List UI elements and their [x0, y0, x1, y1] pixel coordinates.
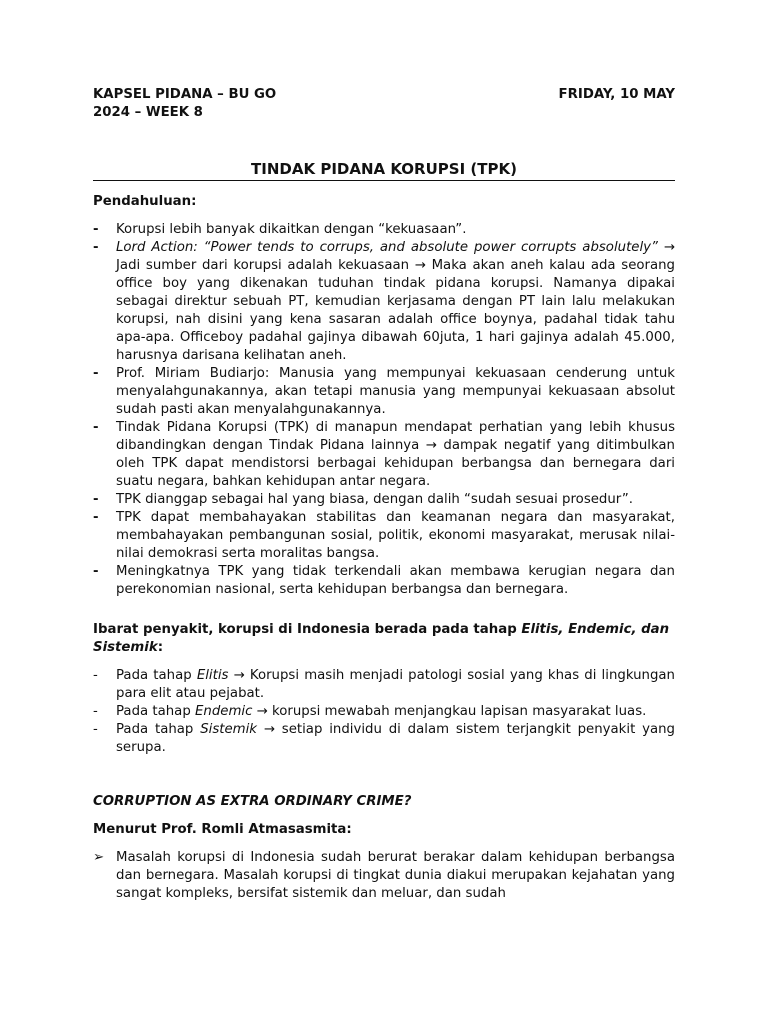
list-item: [93, 849, 675, 903]
bullet-dash: -: [93, 366, 99, 381]
course-label-line1: KAPSEL PIDANA – BU GO: [93, 87, 277, 102]
list-item-text: Korupsi lebih banyak dikaitkan dengan “kekuasaan”.: [116, 222, 467, 237]
list-item: [93, 365, 675, 419]
bullet-dash: -: [93, 564, 99, 579]
bullet-dash: -: [93, 492, 99, 507]
list-item-text: → Korupsi masih menjadi patologi sosial yang khas di lingkungan para elit atau pejabat.: [116, 668, 675, 701]
course-label-line2: 2024 – WEEK 8: [93, 105, 203, 120]
course-label: [93, 86, 276, 122]
pendahuluan-list: [93, 221, 675, 599]
heading-plain: Ibarat penyakit, korupsi di Indonesia berada pada tahap: [93, 622, 522, 637]
list-item-text: TPK dapat membahayakan stabilitas dan keamanan negara dan masyarakat, membahayakan pembangunan sosial, politik, ekonomi masyarakat, merusak nilai-nilai demokrasi serta moralitas bangsa.: [116, 510, 675, 561]
list-item-text: → korupsi mewabah menjangkau lapisan masyarakat luas.: [252, 704, 647, 719]
list-item: [93, 703, 675, 721]
document-content: [93, 86, 675, 903]
bullet-dash: -: [93, 510, 99, 525]
list-item: [93, 221, 675, 239]
list-item-pre: Pada tahap: [116, 722, 201, 737]
stage-italic: Sistemik: [200, 722, 257, 737]
list-item-text: → Jadi sumber dari korupsi adalah kekuasaan → Maka akan aneh kalau ada seorang office boy yang dikenakan tuduhan tindak pidana korupsi. Namanya dipakai sebagai direktur sebuah PT, kemudian kerjasama dengan PT lain lalu melakukan korupsi, nah disini yang kena sasaran adalah office boynya, padahal tidak tahu apa-apa. Officeboy padahal gajinya dibawah 60juta, 1 hari gajinya adalah 45.000, harusnya darisana kelihatan aneh.: [116, 240, 675, 363]
stage-italic: Elitis: [196, 668, 229, 683]
bullet-dash: -: [93, 222, 99, 237]
list-item: [93, 563, 675, 599]
quote-italic: Lord Action: “Power tends to corrups, and absolute power corrupts absolutely”: [116, 240, 658, 255]
section-heading-ibarat: [93, 621, 675, 657]
list-item: [93, 667, 675, 703]
heading-italic: Elitis, Endemic, dan Sistemik: [93, 622, 670, 655]
list-item: [93, 419, 675, 491]
bullet-dash: -: [93, 240, 99, 255]
list-item-text: Prof. Miriam Budiarjo: Manusia yang mempunyai kekuasaan cenderung untuk menyalahgunakannya, akan tetapi manusia yang mempunyai kekuasaan absolut sudah pasti akan menyalahgunakannya.: [116, 366, 675, 417]
list-item-text: Tindak Pidana Korupsi (TPK) di manapun mendapat perhatian yang lebih khusus dibandingkan dengan Tindak Pidana lainnya → dampak negatif yang ditimbulkan oleh TPK dapat mendistorsi berbagai kehidupan berbangsa dan bernegara dari suatu negara, bahkan kehidupan antar negara.: [116, 420, 675, 489]
subheading-romli: Menurut Prof. Romli Atmasasmita:: [93, 822, 352, 837]
bullet-dash: -: [93, 420, 99, 435]
document-header: [93, 86, 675, 122]
list-item: [93, 239, 675, 365]
list-item-pre: Pada tahap: [116, 668, 197, 683]
list-item: [93, 491, 675, 509]
list-item-text: Meningkatnya TPK yang tidak terkendali akan membawa kerugian negara dan perekonomian nasional, serta kehidupan berbangsa dan bernegara.: [116, 564, 675, 597]
ibarat-list: [93, 667, 675, 757]
arrow-bullet-icon: ➢: [93, 850, 105, 865]
list-item-pre: Pada tahap: [116, 704, 195, 719]
list-item-text: → setiap individu di dalam sistem terjangkit penyakit yang serupa.: [116, 722, 675, 755]
bullet-dash: -: [93, 704, 98, 719]
bullet-dash: -: [93, 668, 98, 683]
list-item: [93, 721, 675, 757]
list-item: [93, 509, 675, 563]
stage-italic: Endemic: [195, 704, 253, 719]
list-item-text: Masalah korupsi di Indonesia sudah berurat berakar dalam kehidupan berbangsa dan bernegara. Masalah korupsi di tingkat dunia diakui merupakan kejahatan yang sangat kompleks, bersifat sistemik dan meluar, dan sudah: [116, 850, 675, 901]
corruption-list: [93, 849, 675, 903]
heading-colon: :: [157, 640, 164, 655]
bullet-dash: -: [93, 722, 98, 737]
page-title: TINDAK PIDANA KORUPSI (TPK): [93, 160, 675, 181]
section-heading-pendahuluan: Pendahuluan:: [93, 194, 197, 209]
date-label: FRIDAY, 10 MAY: [558, 87, 675, 102]
list-item-text: TPK dianggap sebagai hal yang biasa, dengan dalih “sudah sesuai prosedur”.: [116, 492, 633, 507]
section-heading-corruption: CORRUPTION AS EXTRA ORDINARY CRIME?: [93, 794, 412, 809]
